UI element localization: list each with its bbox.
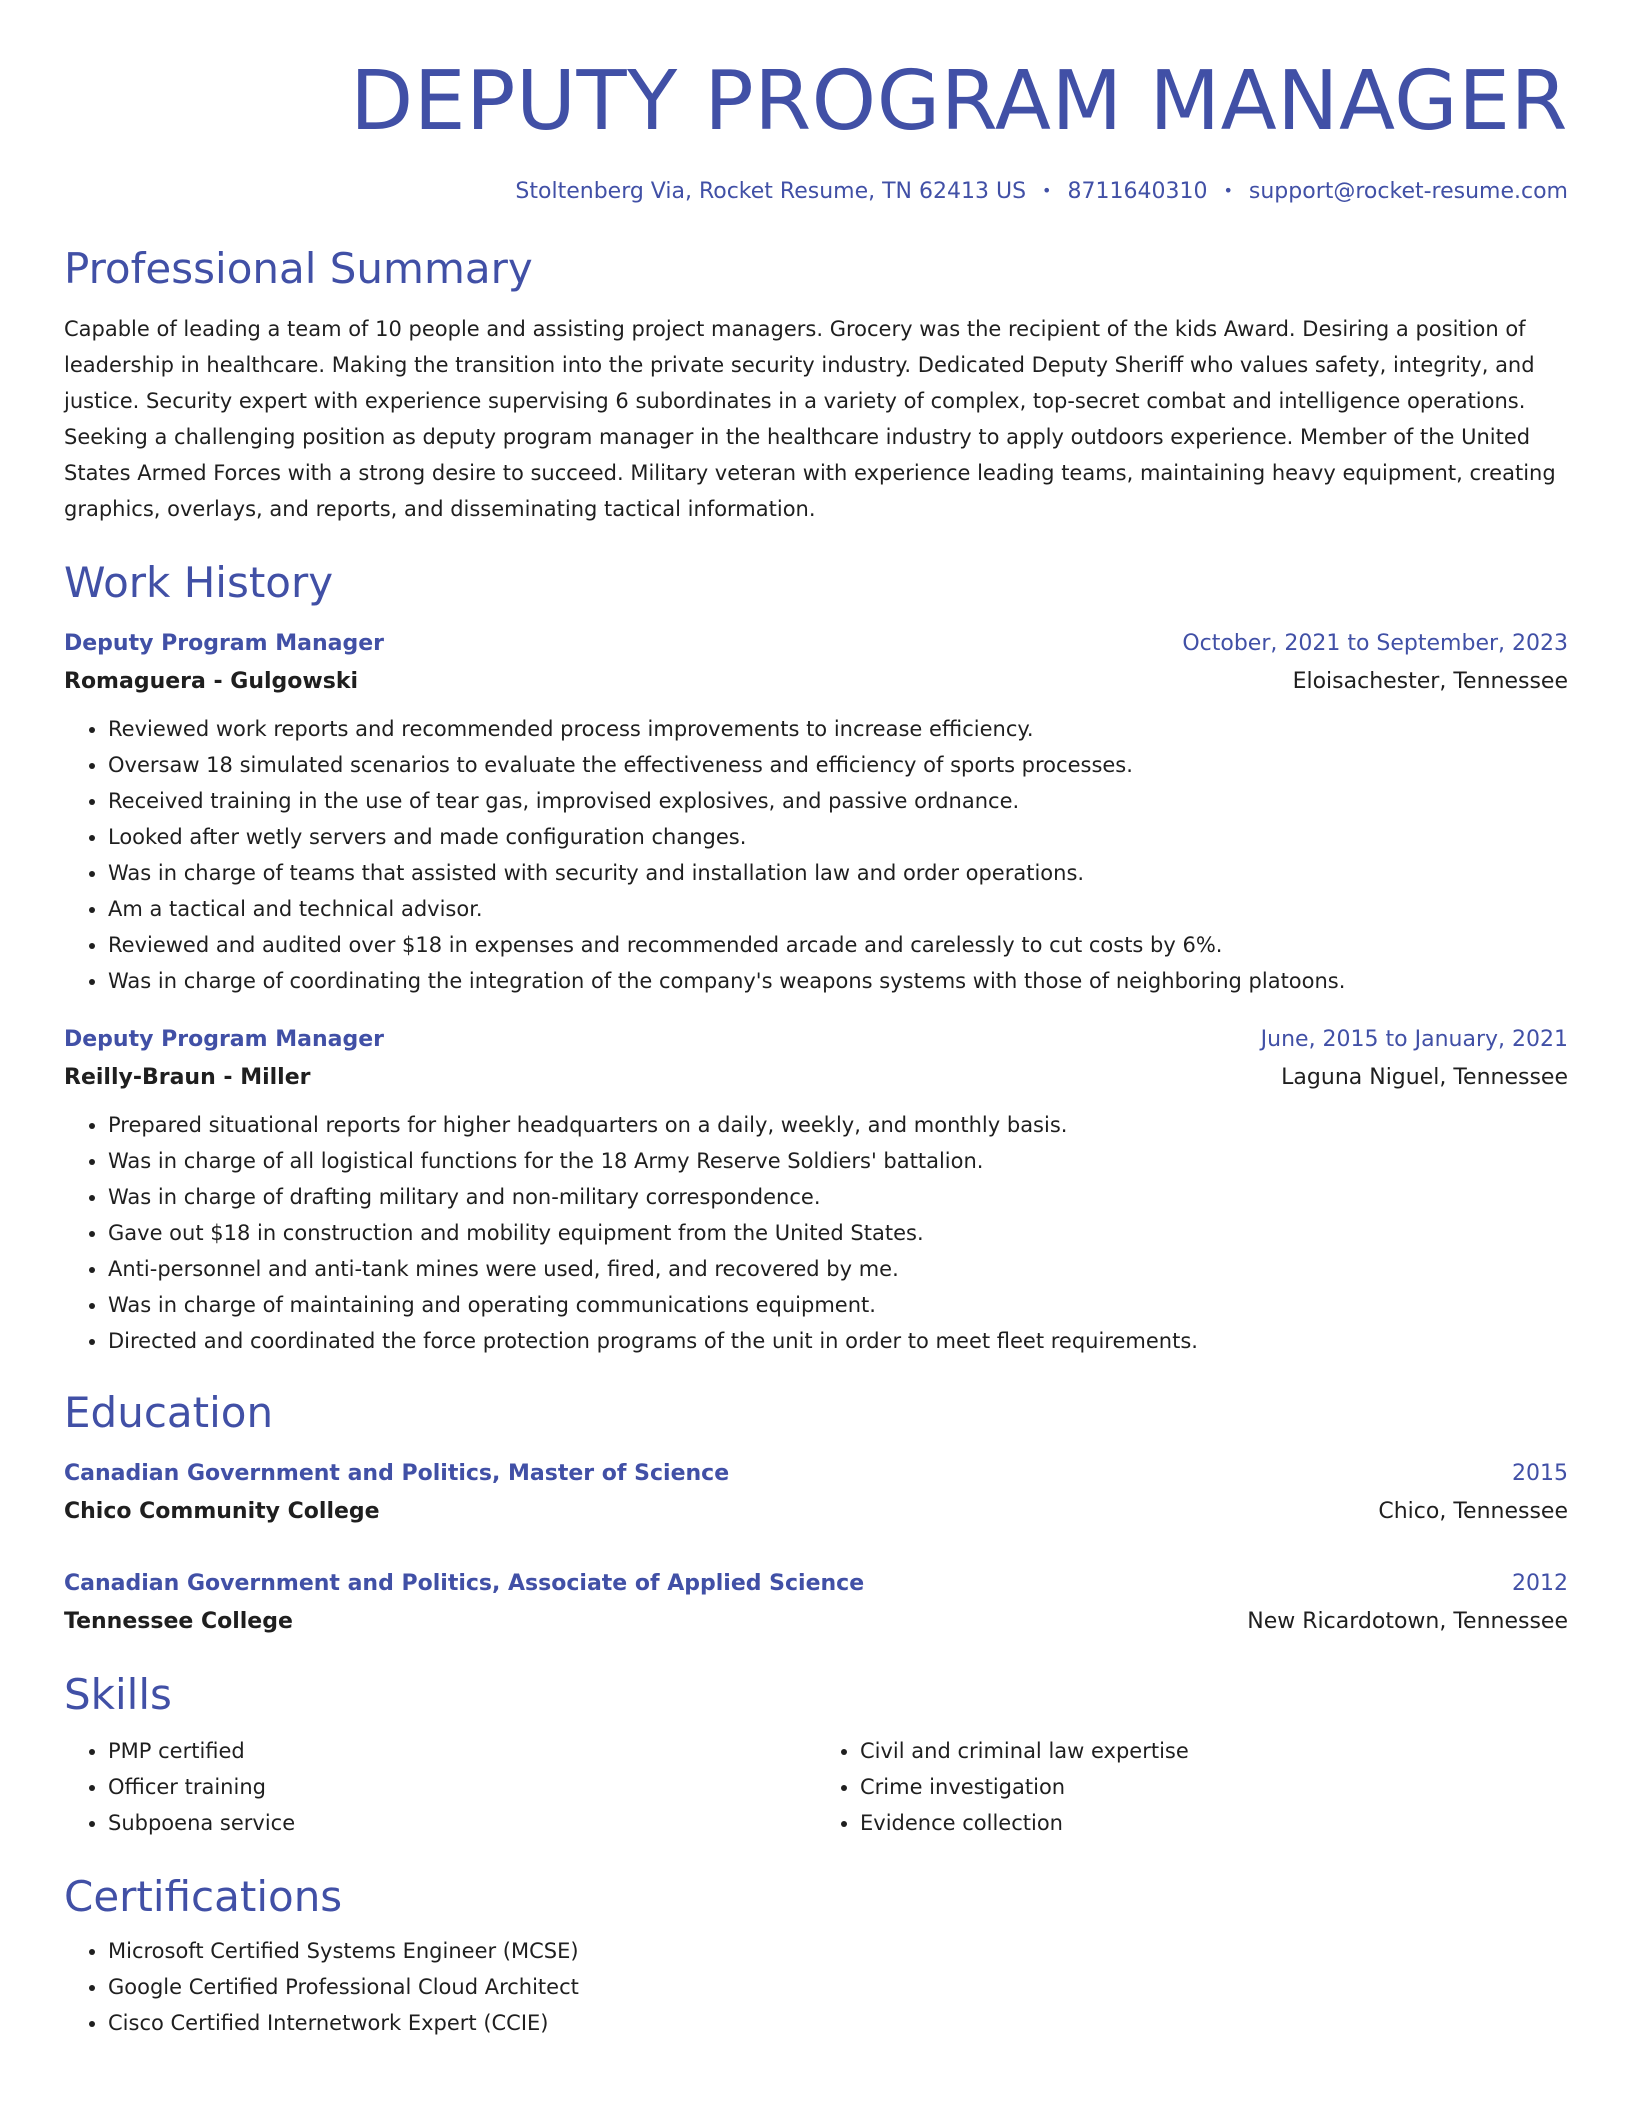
education-entry (64, 1565, 1568, 1641)
skills-column-right (816, 1733, 1568, 1841)
job-location: Laguna Niguel, Tennessee (1281, 1065, 1568, 1090)
skill-item: • Subpoena service (108, 1805, 816, 1841)
education-year: 2015 (1512, 1461, 1568, 1486)
section-title-education: Education (64, 1388, 274, 1437)
certifications-section (64, 1871, 1568, 2041)
degree-title: Canadian Government and Politics, Master of Science (64, 1461, 730, 1486)
job-bullet: • Gave out $18 in construction and mobility equipment from the United States. (108, 1215, 1568, 1251)
job-bullet: • Am a tactical and technical advisor. (108, 891, 1568, 927)
skills-section (64, 1669, 1568, 1841)
job-bullet: • Looked after wetly servers and made configuration changes. (108, 819, 1568, 855)
summary-text: Capable of leading a team of 10 people and assisting project managers. Grocery was the recipient of the kids Award. Desiring a position of leadership in healthcare. Making the transition into the private security industry. Dedicated Deputy Sheriff who values safety, integrity, and justice. Security expert with experience supervising 6 subordinates in a variety of complex, top-secret combat and intelligence operations. Seeking a challenging position as deputy program manager in the healthcare industry to apply outdoors experience. Member of the United States Armed Forces with a strong desire to succeed. Military veteran with experience leading teams, maintaining heavy equipment, creating graphics, overlays, and reports, and disseminating tactical information. (64, 317, 1556, 521)
education-entry (64, 1455, 1568, 1531)
section-title-skills: Skills (64, 1670, 172, 1719)
certification-item: • Google Certified Professional Cloud Architect (108, 1969, 1568, 2005)
section-title-certifications: Certifications (64, 1872, 343, 1921)
contact-separator: • (1223, 181, 1233, 200)
contact-line (64, 176, 1568, 207)
certification-item: • Microsoft Certified Systems Engineer (MCSE) (108, 1933, 1568, 1969)
skills-grid (64, 1733, 1568, 1841)
certification-item: • Cisco Certified Internetwork Expert (CCIE) (108, 2005, 1568, 2041)
skills-column-left (64, 1733, 816, 1841)
job-bullets (64, 711, 1568, 999)
job-bullet: • Was in charge of drafting military and non-military correspondence. (108, 1179, 1568, 1215)
candidate-title: DEPUTY PROGRAM MANAGER (350, 54, 1568, 149)
contact-separator: • (1042, 181, 1052, 200)
job-bullet: • Reviewed work reports and recommended process improvements to increase efficiency. (108, 711, 1568, 747)
job-bullet: • Reviewed and audited over $18 in expenses and recommended arcade and carelessly to cut costs by 6%. (108, 927, 1568, 963)
work-history-section (64, 557, 1568, 1359)
job-bullet: • Was in charge of teams that assisted with security and installation law and order operations. (108, 855, 1568, 891)
section-title-work-history: Work History (64, 558, 334, 607)
job-bullet: • Was in charge of all logistical functions for the 18 Army Reserve Soldiers' battalion. (108, 1143, 1568, 1179)
education-year: 2012 (1512, 1571, 1568, 1596)
education-section (64, 1387, 1568, 1641)
job-bullet: • Was in charge of maintaining and operating communications equipment. (108, 1287, 1568, 1323)
job-bullet: • Was in charge of coordinating the integration of the company's weapons systems with those of neighboring platoons. (108, 963, 1568, 999)
email-link[interactable]: support@rocket-resume.com (1248, 179, 1568, 204)
school-name: Chico Community College (64, 1499, 380, 1524)
phone-text: 8711640310 (1067, 179, 1208, 204)
job-title: Deputy Program Manager (64, 1027, 384, 1052)
certifications-list (64, 1933, 1568, 2041)
job-bullet: • Prepared situational reports for higher headquarters on a daily, weekly, and monthly basis. (108, 1107, 1568, 1143)
school-location: Chico, Tennessee (1378, 1499, 1568, 1524)
job-bullet: • Oversaw 18 simulated scenarios to evaluate the effectiveness and efficiency of sports processes. (108, 747, 1568, 783)
job-bullet: • Received training in the use of tear gas, improvised explosives, and passive ordnance. (108, 783, 1568, 819)
job-entry (64, 625, 1568, 999)
job-bullet: • Directed and coordinated the force protection programs of the unit in order to meet fleet requirements. (108, 1323, 1568, 1359)
job-company: Romaguera - Gulgowski (64, 669, 359, 694)
degree-title: Canadian Government and Politics, Associate of Applied Science (64, 1571, 865, 1596)
skill-item: • Evidence collection (860, 1805, 1568, 1841)
job-title: Deputy Program Manager (64, 631, 384, 656)
skill-item: • Officer training (108, 1769, 816, 1805)
job-dates: October, 2021 to September, 2023 (1182, 631, 1568, 656)
job-dates: June, 2015 to January, 2021 (1260, 1027, 1568, 1052)
school-name: Tennessee College (64, 1609, 293, 1634)
job-entry (64, 1021, 1568, 1359)
resume-header (64, 0, 1568, 207)
summary-section (64, 243, 1568, 527)
section-title-summary: Professional Summary (64, 244, 533, 293)
job-bullet: • Anti-personnel and anti-tank mines were used, fired, and recovered by me. (108, 1251, 1568, 1287)
job-company: Reilly-Braun - Miller (64, 1065, 311, 1090)
skill-item: • PMP certified (108, 1733, 816, 1769)
skill-item: • Crime investigation (860, 1769, 1568, 1805)
job-location: Eloisachester, Tennessee (1292, 669, 1568, 694)
job-bullets (64, 1107, 1568, 1359)
school-location: New Ricardotown, Tennessee (1247, 1609, 1568, 1634)
skill-item: • Civil and criminal law expertise (860, 1733, 1568, 1769)
address-text: Stoltenberg Via, Rocket Resume, TN 62413 US (515, 179, 1027, 204)
